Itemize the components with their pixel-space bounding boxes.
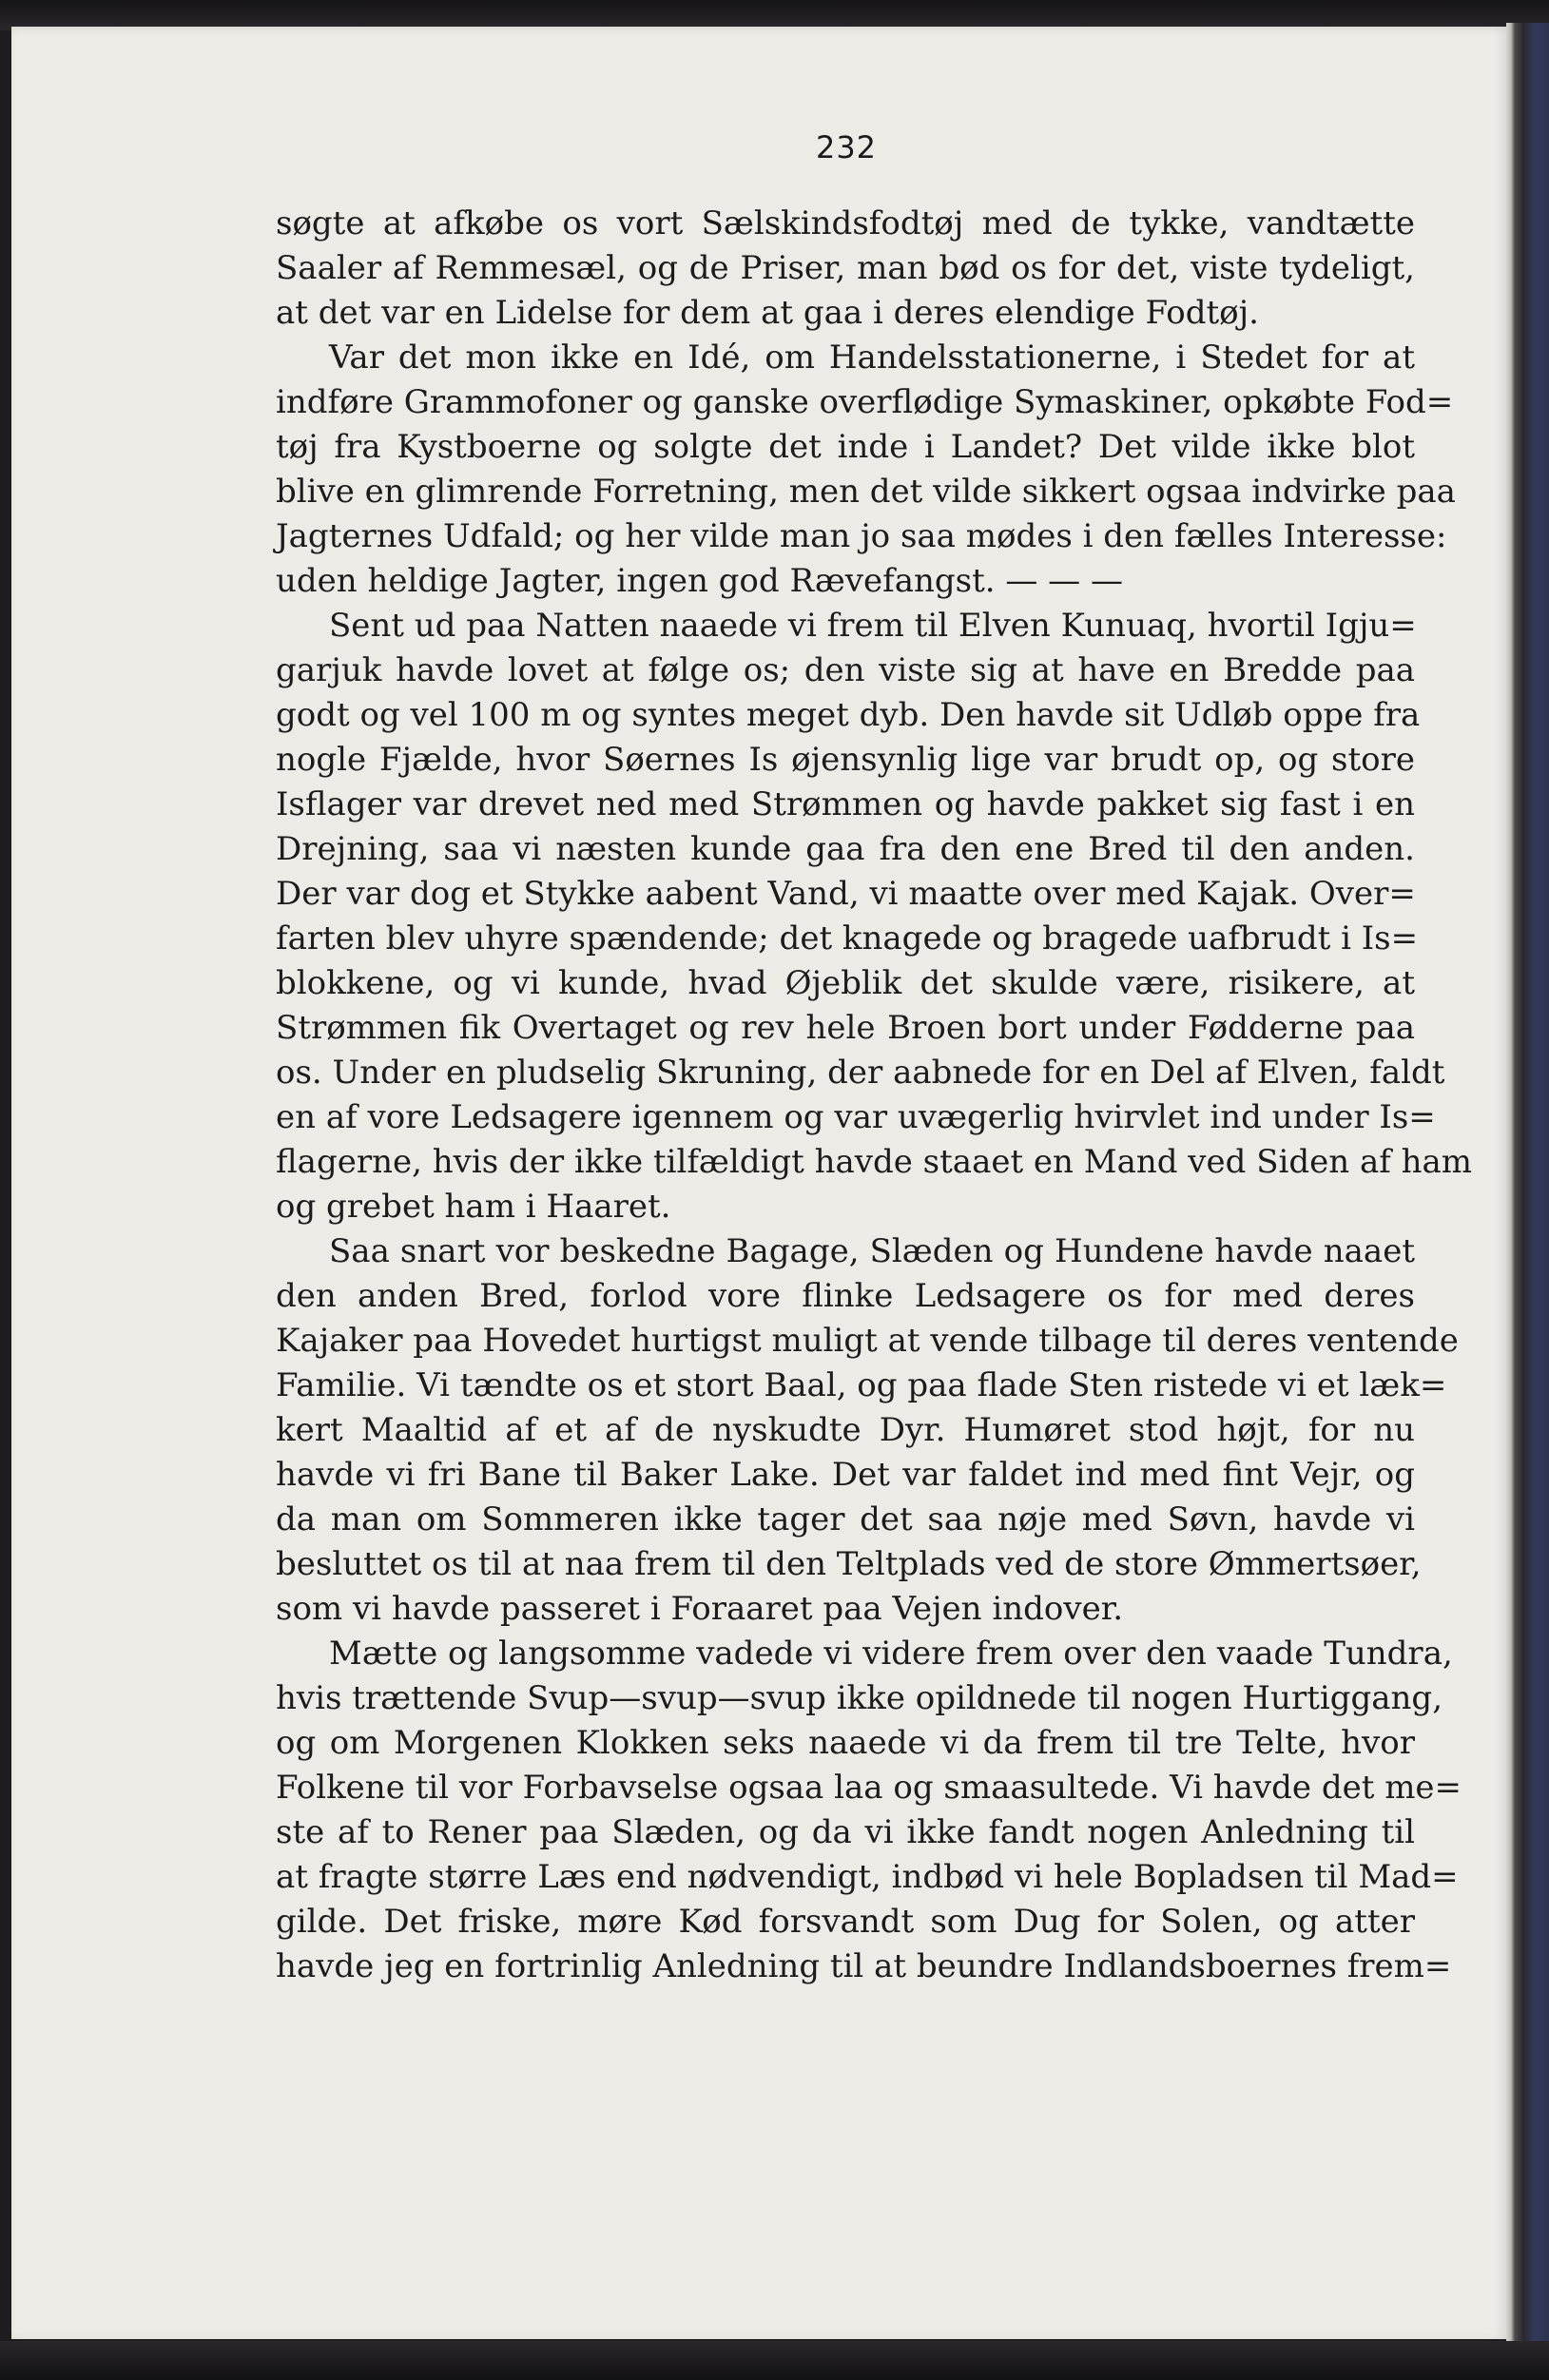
text-line: nogle Fjælde, hvor Søernes Is øjensynlig lige var brudt op, og store xyxy=(276,741,1415,779)
text-line: Isflager var drevet ned med Strømmen og havde pakket sig fast i en xyxy=(276,785,1415,823)
text-line: godt og vel 100 m og syntes meget dyb. Den havde sit Udløb oppe fra xyxy=(276,696,1421,734)
text-line: den anden Bred, forlod vore flinke Ledsagere os for med deres xyxy=(276,1277,1415,1315)
text-line: hvis trættende Svup—svup—svup ikke opildnede til nogen Hurtiggang, xyxy=(276,1679,1443,1717)
body-text xyxy=(276,202,1473,1989)
paragraph xyxy=(276,604,1473,1229)
text-line: Kajaker paa Hovedet hurtigst muligt at vende tilbage til deres ventende xyxy=(276,1322,1459,1360)
text-line: Saa snart vor beskedne Bagage, Slæden og Hundene havde naaet xyxy=(329,1232,1415,1270)
text-line: Drejning, saa vi næsten kunde gaa fra den ene Bred til den anden. xyxy=(276,830,1415,868)
text-line: Strømmen fik Overtaget og rev hele Broen bort under Fødderne paa xyxy=(276,1009,1415,1047)
text-line: som vi havde passeret i Foraaret paa Vejen indover. xyxy=(276,1590,1124,1628)
text-line: Folkene til vor Forbavselse ogsaa laa og smaasultede. Vi havde det me= xyxy=(276,1769,1462,1807)
paragraph xyxy=(276,1632,1462,1989)
paragraph xyxy=(276,336,1456,604)
text-line: Saaler af Remmesæl, og de Priser, man bød os for det, viste tydeligt, xyxy=(276,249,1415,287)
scan-bottom-edge xyxy=(0,2341,1549,2380)
text-line: garjuk havde lovet at følge os; den viste sig at have en Bredde paa xyxy=(276,651,1415,689)
paragraph xyxy=(276,1229,1459,1632)
text-line: havde vi fri Bane til Baker Lake. Det var faldet ind med fint Vejr, og xyxy=(276,1456,1415,1494)
text-line: tøj fra Kystboerne og solgte det inde i Landet? Det vilde ikke blot xyxy=(276,428,1415,466)
text-line: uden heldige Jagter, ingen god Rævefangst. — — — xyxy=(276,562,1123,600)
text-line: indføre Grammofoner og ganske overflødige Symaskiner, opkøbte Fod= xyxy=(276,383,1454,421)
text-line: da man om Sommeren ikke tager det saa nøje med Søvn, havde vi xyxy=(276,1500,1415,1538)
text-line: havde jeg en fortrinlig Anledning til at beundre Indlandsboernes frem= xyxy=(276,1947,1452,1985)
text-line: Familie. Vi tændte os et stort Baal, og paa flade Sten ristede vi et læk= xyxy=(276,1366,1447,1404)
text-line: blive en glimrende Forretning, men det vilde sikkert ogsaa indvirke paa xyxy=(276,473,1456,511)
text-line: besluttet os til at naa frem til den Teltplads ved de store Ømmertsøer, xyxy=(276,1545,1422,1583)
text-line: gilde. Det friske, møre Kød forsvandt som Dug for Solen, og atter xyxy=(276,1903,1415,1941)
text-line: en af vore Ledsagere igennem og var uvægerlig hvirvlet ind under Is= xyxy=(276,1098,1436,1136)
text-line: os. Under en pludselig Skruning, der aabnede for en Del af Elven, faldt xyxy=(276,1054,1445,1092)
paragraph xyxy=(276,202,1415,336)
page-number: 232 xyxy=(815,129,878,165)
text-line: farten blev uhyre spændende; det knagede og bragede uafbrudt i Is= xyxy=(276,919,1419,958)
text-line: kert Maaltid af et af de nyskudte Dyr. Humøret stod højt, for nu xyxy=(276,1411,1415,1449)
text-line: og om Morgenen Klokken seks naaede vi da frem til tre Telte, hvor xyxy=(276,1724,1415,1762)
text-line: at det var en Lidelse for dem at gaa i deres elendige Fodtøj. xyxy=(276,294,1259,332)
text-line: Der var dog et Stykke aabent Vand, vi maatte over med Kajak. Over= xyxy=(276,875,1416,913)
text-line: søgte at afkøbe os vort Sælskindsfodtøj med de tykke, vandtætte xyxy=(276,204,1415,242)
book-binding-edge xyxy=(1506,23,1549,2343)
text-line: Sent ud paa Natten naaede vi frem til Elven Kunuaq, hvortil Igju= xyxy=(329,607,1417,645)
text-line: Mætte og langsomme vadede vi videre frem over den vaade Tundra, xyxy=(329,1635,1453,1673)
text-line: blokkene, og vi kunde, hvad Øjeblik det skulde være, risikere, at xyxy=(276,964,1415,1002)
text-line: Var det mon ikke en Idé, om Handelsstationerne, i Stedet for at xyxy=(329,339,1415,377)
text-line: ste af to Rener paa Slæden, og da vi ikke fandt nogen Anledning til xyxy=(276,1813,1415,1851)
text-line: at fragte større Læs end nødvendigt, indbød vi hele Bopladsen til Mad= xyxy=(276,1858,1459,1896)
text-line: og grebet ham i Haaret. xyxy=(276,1188,671,1226)
text-line: Jagternes Udfald; og her vilde man jo saa mødes i den fælles Interesse: xyxy=(276,517,1447,555)
text-line: flagerne, hvis der ikke tilfældigt havde staaet en Mand ved Siden af ham xyxy=(276,1143,1473,1181)
